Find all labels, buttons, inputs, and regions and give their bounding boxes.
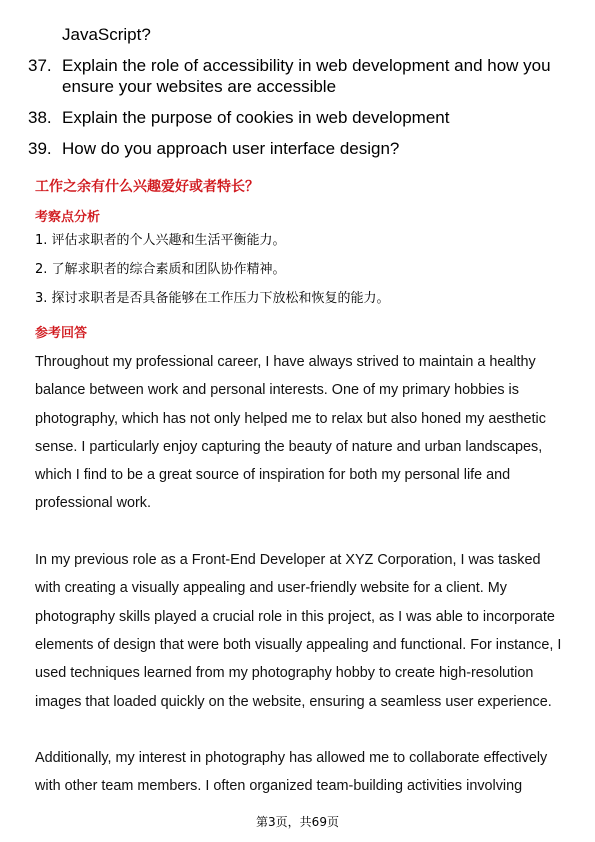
question-continuation: JavaScript? <box>62 25 151 44</box>
question-list <box>28 24 568 169</box>
section-title: 工作之余有什么兴趣爱好或者特长？ <box>35 179 259 195</box>
question-text: How do you approach user interface design? <box>62 139 400 158</box>
answer-paragraph: In my previous role as a Front-End Developer at XYZ Corporation, I was tasked with creating a visually appealing and user-friendly website for a client. My photography skills played a crucial role in this project, as I was able to incorporate elements of design that were both visually appealing and functional. For instance, I used techniques learned from my photography hobby to create high-resolution images that loaded quickly on the website, ensuring a seamless user experience. <box>35 552 562 710</box>
page-footer: 第3页，共69页 <box>256 815 339 829</box>
analysis-list <box>35 232 565 319</box>
answer-heading: 参考回答 <box>35 326 88 341</box>
question-text: Explain the role of accessibility in web development and how you ensure your websites are accessible <box>62 56 551 96</box>
question-number: 37. <box>28 56 52 75</box>
question-item <box>28 55 568 97</box>
question-item <box>28 107 568 128</box>
question-number: 38. <box>28 108 52 127</box>
analysis-item: 3. 探讨求职者是否具备能够在工作压力下放松和恢复的能力。 <box>35 291 390 306</box>
analysis-item: 2. 了解求职者的综合素质和团队协作精神。 <box>35 262 286 277</box>
analysis-item: 1. 评估求职者的个人兴趣和生活平衡能力。 <box>35 233 286 248</box>
answer-paragraph: Additionally, my interest in photography has allowed me to collaborate effectively with other team members. I often organized team-building activities involving <box>35 750 548 795</box>
analysis-heading: 考察点分析 <box>35 210 101 225</box>
answer-paragraph: Throughout my professional career, I have always strived to maintain a healthy balance between work and personal interests. One of my primary hobbies is photography, which has not only helped me to relax but also honed my aesthetic sense. I particularly enjoy capturing the beauty of nature and urban landscapes, which I find to be a great source of inspiration for both my personal life and professional work. <box>35 354 546 512</box>
question-number: 39. <box>28 139 52 158</box>
question-item <box>28 138 568 159</box>
question-text: Explain the purpose of cookies in web development <box>62 108 450 127</box>
answer-body <box>35 348 563 829</box>
